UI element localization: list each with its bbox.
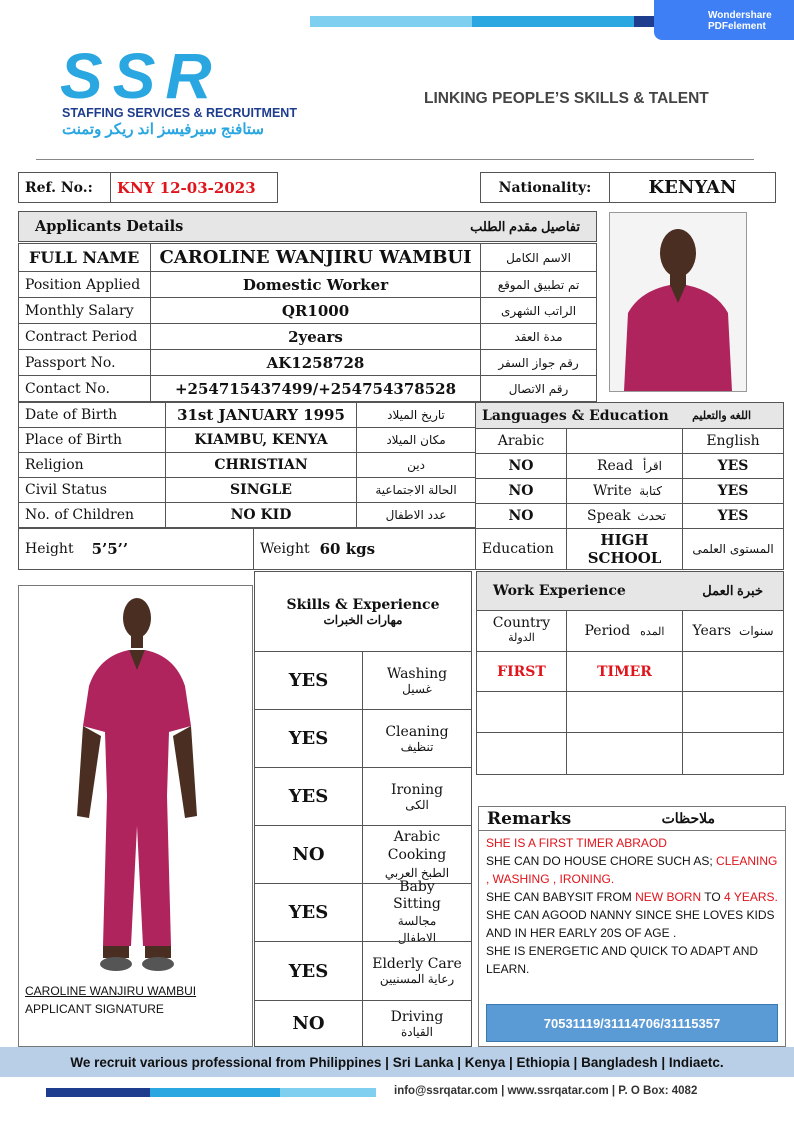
salary-value: QR1000 — [150, 297, 481, 324]
position-label: Position Applied — [18, 271, 151, 298]
read-arabic: NO — [475, 453, 567, 479]
remarks-line-3d: 4 YEARS. — [724, 890, 778, 904]
passport-label: Passport No. — [18, 349, 151, 376]
header-divider — [36, 159, 754, 160]
washing-en: Washing — [386, 665, 448, 682]
driving-skill — [362, 1000, 472, 1047]
ironing-answer: YES — [254, 767, 363, 826]
full-name-label: FULL NAME — [18, 243, 151, 272]
lang-col-blank — [566, 428, 683, 454]
work-cell-blank-3 — [566, 691, 683, 733]
work-period-en: Period — [584, 623, 631, 639]
weight-cell — [253, 528, 476, 570]
height-value: 5’5’’ — [91, 540, 129, 558]
salary-label: Monthly Salary — [18, 297, 151, 324]
ironing-ar: الكى — [405, 797, 429, 812]
religion-ar: دين — [356, 452, 476, 478]
work-cell-blank-5 — [476, 732, 567, 775]
ironing-en: Ironing — [390, 781, 444, 798]
cooking-answer: NO — [254, 825, 363, 884]
cooking-en: Arabic Cooking — [387, 828, 447, 863]
ref-label: Ref. No.: — [18, 172, 111, 203]
position-value: Domestic Worker — [150, 271, 481, 298]
washing-answer: YES — [254, 651, 363, 710]
logo-letters: SSR — [60, 40, 222, 112]
speak-skill-ar: تحدث — [637, 509, 666, 523]
remarks-line-1: SHE IS A FIRST TIMER ABRAOD — [486, 836, 667, 850]
work-col-period — [566, 610, 683, 652]
phone-numbers: 70531119/31114706/31115357 — [486, 1004, 778, 1042]
dob-value: 31st JANUARY 1995 — [165, 402, 357, 428]
passport-value: AK1258728 — [150, 349, 481, 376]
passport-photo — [609, 212, 747, 392]
passport-ar: رقم جواز السفر — [480, 349, 597, 376]
dob-label: Date of Birth — [18, 402, 166, 428]
pob-label: Place of Birth — [18, 427, 166, 453]
cleaning-skill — [362, 709, 472, 768]
remarks-line-2a: SHE CAN DO HOUSE CHORE SUCH AS; — [486, 854, 717, 868]
pob-ar: مكان الميلاد — [356, 427, 476, 453]
cooking-skill — [362, 825, 472, 884]
civil-label: Civil Status — [18, 477, 166, 503]
contract-value: 2years — [150, 323, 481, 350]
work-col-years — [682, 610, 784, 652]
elderly-answer: YES — [254, 941, 363, 1001]
speak-arabic: NO — [475, 503, 567, 529]
remarks-title-en: Remarks — [487, 808, 572, 829]
nationality-label: Nationality: — [480, 172, 610, 203]
applicants-title-en: Applicants Details — [35, 218, 184, 235]
read-english: YES — [682, 453, 784, 479]
elderly-en: Elderly Care — [372, 956, 462, 972]
top-bar-light — [310, 16, 472, 27]
work-timer: TIMER — [566, 651, 683, 692]
work-title-ar: خبرة العمل — [702, 583, 763, 598]
cooking-ar: الطبخ العربي — [384, 865, 450, 880]
weight-label: Weight — [260, 541, 310, 557]
read-skill — [566, 453, 683, 479]
read-skill-ar: اقرأ — [642, 459, 662, 473]
cleaning-ar: تنظيف — [400, 739, 434, 754]
work-cell-blank-7 — [682, 732, 784, 775]
work-country-ar: الدولة — [508, 632, 535, 644]
cleaning-en: Cleaning — [385, 723, 449, 740]
full-name-value: CAROLINE WANJIRU WAMBUI — [150, 243, 481, 272]
speak-skill-en: Speak — [587, 508, 631, 524]
applicants-title-ar: تفاصيل مقدم الطلب — [470, 218, 580, 234]
write-skill-en: Write — [593, 483, 632, 499]
work-period-ar: المده — [640, 625, 665, 638]
babysitting-skill — [362, 878, 472, 945]
remarks-header — [479, 807, 785, 831]
write-arabic: NO — [475, 478, 567, 504]
washing-skill — [362, 651, 472, 710]
remarks-body — [486, 834, 782, 978]
signature-label: APPLICANT SIGNATURE — [25, 1002, 164, 1016]
religion-value: CHRISTIAN — [165, 452, 357, 478]
logo-text-ar: ستافنج سيرفيسز اند ريكر وتمنت — [62, 121, 264, 138]
children-label: No. of Children — [18, 502, 166, 528]
lang-col-english: English — [682, 428, 784, 454]
work-years-en: Years — [692, 623, 732, 639]
contract-label: Contract Period — [18, 323, 151, 350]
languages-title-en: Languages & Education — [482, 407, 669, 424]
lang-col-arabic: Arabic — [475, 428, 567, 454]
elderly-skill — [362, 941, 472, 1001]
elderly-ar: رعاية المسنيين — [379, 972, 455, 986]
remarks-line-3b: NEW BORN — [635, 890, 702, 904]
write-english: YES — [682, 478, 784, 504]
religion-label: Religion — [18, 452, 166, 478]
position-ar: تم تطبيق الموقع — [480, 271, 597, 298]
write-skill — [566, 478, 683, 504]
remarks-line-3e: SHE CAN AGOOD NANNY SINCE SHE LOVES KIDS AND IN HER EARLY 20S OF AGE . — [486, 908, 775, 940]
watermark-brand: Wondershare — [708, 10, 772, 21]
remarks-line-2 — [486, 852, 782, 888]
height-label: Height — [25, 541, 74, 557]
washing-ar: غسيل — [402, 681, 432, 696]
height-cell — [18, 528, 254, 570]
education-value: HIGH SCHOOL — [566, 528, 683, 570]
work-cell-blank-6 — [566, 732, 683, 775]
ironing-skill — [362, 767, 472, 826]
remarks-line-3c: TO — [701, 890, 725, 904]
work-years-ar: سنوات — [739, 624, 774, 638]
contract-ar: مدة العقد — [480, 323, 597, 350]
write-skill-ar: كتابة — [639, 484, 662, 498]
babysitting-answer: YES — [254, 883, 363, 942]
read-skill-en: Read — [597, 458, 634, 474]
driving-en: Driving — [390, 1008, 444, 1025]
contact-ar: رقم الاتصال — [480, 375, 597, 402]
dob-ar: تاريخ الميلاد — [356, 402, 476, 428]
remarks-line-4: SHE IS ENERGETIC AND QUICK TO ADAPT AND LEARN. — [486, 944, 759, 976]
skills-title-ar: مهارات الخبرات — [323, 612, 403, 627]
remarks-title-ar: ملاحظات — [661, 810, 715, 826]
watermark-product: PDFelement — [708, 21, 766, 32]
speak-english: YES — [682, 503, 784, 529]
remarks-line-3 — [486, 888, 782, 942]
work-title-en: Work Experience — [493, 583, 626, 599]
footer-bar-light — [280, 1088, 376, 1097]
driving-answer: NO — [254, 1000, 363, 1047]
work-first: FIRST — [476, 651, 567, 692]
children-ar: عدد الاطفال — [356, 502, 476, 528]
salary-ar: الراتب الشهرى — [480, 297, 597, 324]
watermark-badge — [654, 0, 794, 40]
cleaning-answer: YES — [254, 709, 363, 768]
skills-header — [254, 571, 472, 652]
work-cell-blank-2 — [476, 691, 567, 733]
applicants-header — [18, 211, 597, 242]
skills-title-en: Skills & Experience — [286, 596, 440, 613]
babysitting-ar: مجالسة الاطفال — [397, 913, 437, 945]
logo-text-en: STAFFING SERVICES & RECRUITMENT — [62, 106, 297, 120]
footer-bar-dark — [46, 1088, 150, 1097]
babysitting-en: Baby Sitting — [393, 878, 441, 912]
remarks-line-2b: CLEANING , WASHING , IRONING. — [486, 854, 778, 886]
footer-contact: info@ssrqatar.com | www.ssrqatar.com | P. O Box: 4082 — [394, 1085, 698, 1097]
ref-value: KNY 12-03-2023 — [110, 172, 278, 203]
education-ar: المستوى العلمى — [682, 528, 784, 570]
children-value: NO KID — [165, 502, 357, 528]
work-col-country — [476, 610, 567, 652]
full-name-ar: الاسم الكامل — [480, 243, 597, 272]
work-cell-blank-1 — [682, 651, 784, 692]
footer-bar-mid — [150, 1088, 280, 1097]
weight-value: 60 kgs — [319, 540, 376, 558]
education-label: Education — [475, 528, 567, 570]
pob-value: KIAMBU, KENYA — [165, 427, 357, 453]
languages-header — [475, 402, 784, 429]
top-bar-mid — [472, 16, 634, 27]
contact-label: Contact No. — [18, 375, 151, 402]
tagline: LINKING PEOPLE’S SKILLS & TALENT — [424, 90, 709, 107]
contact-value: +254715437499/+254754378528 — [150, 375, 481, 402]
nationality-value: KENYAN — [609, 172, 776, 203]
footer-banner: We recruit various professional from Philippines | Sri Lanka | Kenya | Ethiopia | Bangladesh | Indiaetc. — [0, 1047, 794, 1077]
driving-ar: القيادة — [401, 1024, 433, 1039]
remarks-line-3a: SHE CAN BABYSIT FROM — [486, 890, 636, 904]
civil-ar: الحالة الاجتماعية — [356, 477, 476, 503]
languages-title-ar: اللغه والتعليم — [692, 410, 751, 422]
work-country-en: Country — [492, 615, 551, 631]
full-body-photo — [18, 585, 253, 1047]
speak-skill — [566, 503, 683, 529]
work-cell-blank-4 — [682, 691, 784, 733]
signature-name: CAROLINE WANJIRU WAMBUI — [25, 984, 197, 998]
work-header — [476, 571, 784, 611]
civil-value: SINGLE — [165, 477, 357, 503]
